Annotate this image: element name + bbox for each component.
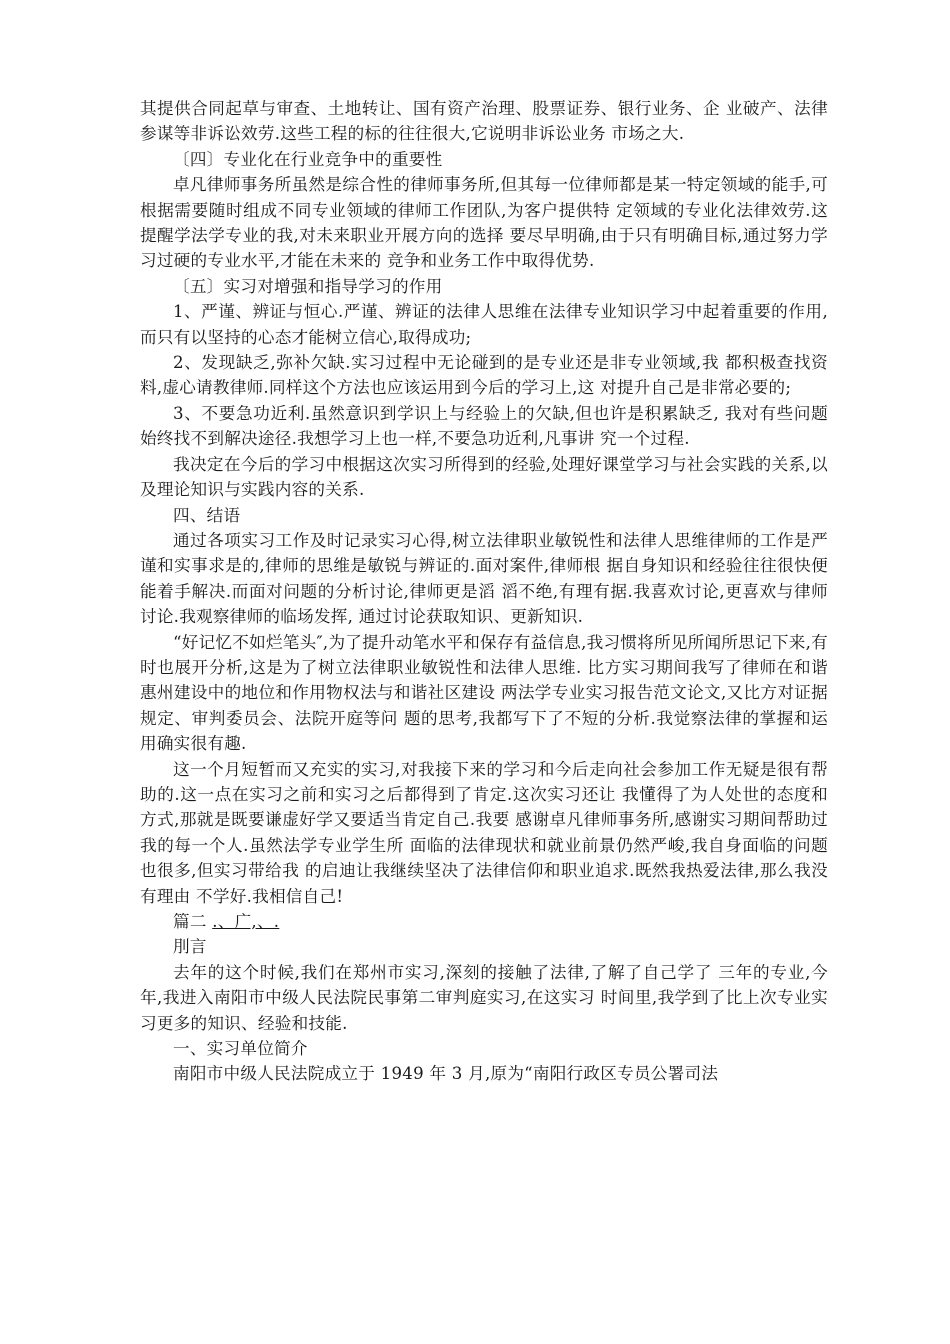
part-two-title <box>140 909 828 934</box>
heading-specialization: 〔四〕专业化在行业竞争中的重要性 <box>173 149 443 169</box>
paragraph-point-3: 3、不要急功近利.虽然意识到学识上与经验上的欠缺,但也许是积累缺乏, 我对有些问题始终找不到解决途径.我想学习上也一样,不要急功近利,凡事讲 究一个过程. <box>140 403 828 449</box>
paragraph-point-1: 1、严谨、辨证与恒心.严谨、辨证的法律人思维在法律专业知识学习中起着重要的作用,而只有以坚持的心态才能树立信心,取得成功; <box>140 302 828 347</box>
heading-preface: 刖言 <box>173 937 207 957</box>
paragraph-preface: 去年的这个时候,我们在郑州市实习,深刻的接触了法律,了解了自己学了 三年的专业,今年,我进入南阳市中级人民法院民事第二审判庭实习,在这实习 时间里,我学到了比上次专业实习更多的知识、经验和技能. <box>140 962 828 1033</box>
paragraph-unit-intro: 南阳市中级人民法院成立于 1949 年 3 月,原为“南阳行政区专员公署司法 <box>173 1064 719 1084</box>
heading-internship-effect: 〔五〕实习对增强和指导学习的作用 <box>173 276 443 296</box>
paragraph-point-2: 2、发现缺乏,弥补欠缺.实习过程中无论碰到的是专业还是非专业领域,我 都积极查找资料,虚心请教律师.同样这个方法也应该运用到今后的学习上,这 对提升自己是非常必要的; <box>140 353 828 398</box>
paragraph-conclusion-3: 这一个月短暂而又充实的实习,对我接下来的学习和今后走向社会参加工作无疑是很有帮助的.这一点在实习之前和实习之后都得到了肯定.这次实习还让 我懂得了为人处世的态度和方式,那就是既要谦虚好学又要适当肯定自己.我要 感谢卓凡律师事务所,感谢实习期间帮助过我的每一个人.虽然法学专业学生所 面临的法律现状和就业前景仍然严峻,我自身面临的问题也很多,但实习带给我 的启迪让我继续坚决了法律信仰和职业追求.既然我热爱法律,那么我没有理由 不学好.我相信自己! <box>140 759 828 906</box>
paragraph-conclusion-2: “好记忆不如烂笔头″,为了提升动笔水平和保存有益信息,我习惯将所见所闻所思记下来,有时也展开分析,这是为了树立法律职业敏锐性和法律人思维. 比方实习期间我写了律师在和谐惠州建设中的地位和作用物权法与和谐社区建设 两法学专业实习报告范文论文,又比方对证据规定、审判委员会、法院开庭等问 题的思考,我都写下了不短的分析.我觉察法律的掌握和运用确实很有趣. <box>140 632 828 754</box>
document-page <box>140 96 828 1087</box>
part-two-mark: .、广,、. <box>212 912 280 931</box>
paragraph-conclusion-1: 通过各项实习工作及时记录实习心得,树立法律职业敏锐性和法律人思维律师的工作是严谨和实事求是的,律师的思维是敏锐与辨证的.面对案件,律师根 据自身知识和经验往往很快便能着手解决.而面对问题的分析讨论,律师更是滔 滔不绝,有理有据.我喜欢讨论,更喜欢与律师讨论.我观察律师的临场发挥, 通过讨论获取知识、更新知识. <box>140 530 828 627</box>
heading-unit-intro: 一、实习单位简介 <box>173 1039 308 1059</box>
part-two-label: 篇二 <box>173 912 207 931</box>
heading-conclusion: 四、结语 <box>173 505 241 525</box>
paragraph-law-firm: 卓凡律师事务所虽然是综合性的律师事务所,但其每一位律师都是某一特定领域的能手,可根据需要随时组成不同专业领域的律师工作团队,为客户提供特 定领域的专业化法律效劳.这提醒学法学专业的我,对未来职业开展方向的选择 要尽早明确,由于只有明确目标,通过努力学习过硬的专业水平,才能在未来的 竞争和业务工作中取得优势. <box>140 175 828 271</box>
paragraph-nonlitigation: 其提供合同起草与审查、土地转让、国有资产治理、股票证券、银行业务、企 业破产、法律参谋等非诉讼效劳.这些工程的标的往往很大,它说明非诉讼业务 市场之大. <box>140 99 828 144</box>
paragraph-decision: 我决定在今后的学习中根据这次实习所得到的经验,处理好课堂学习与社会实践的关系,以及理论知识与实践内容的关系. <box>140 454 828 500</box>
